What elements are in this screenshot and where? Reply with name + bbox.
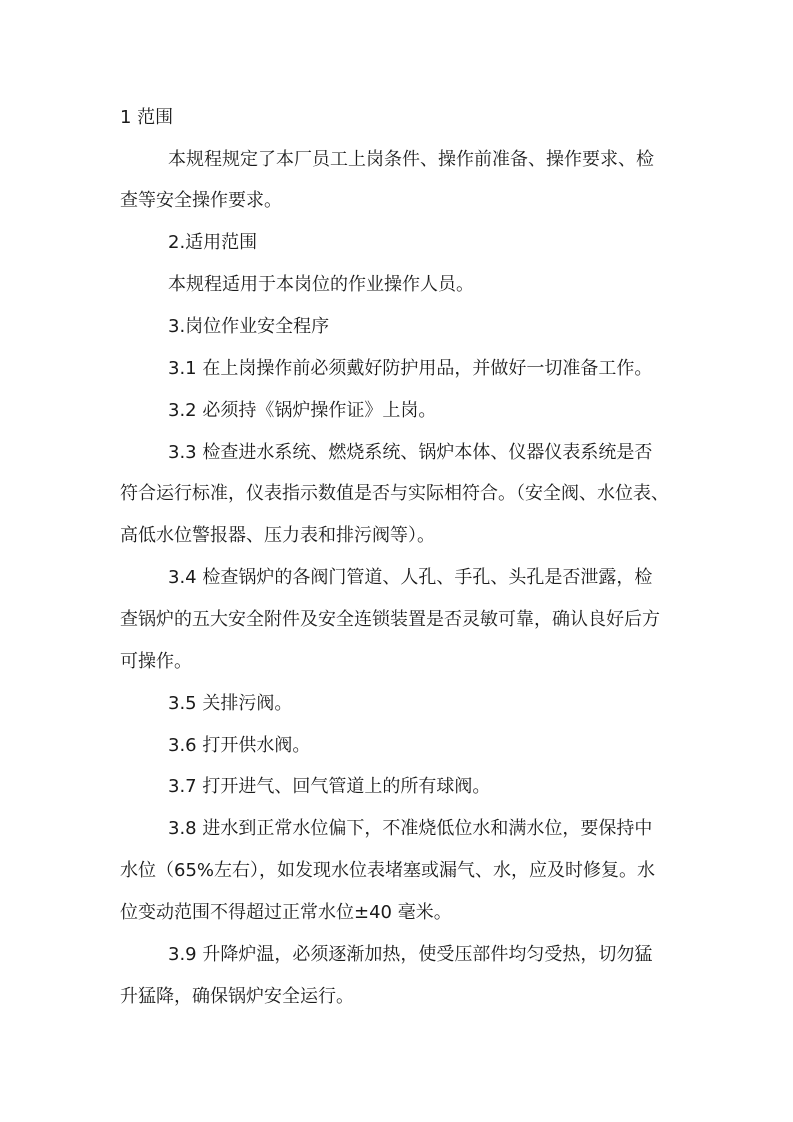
item-3-3-line-3: 高低水位警报器、压力表和排污阀等）。 bbox=[120, 525, 435, 546]
item-3-4-line-3: 可操作。 bbox=[120, 651, 192, 672]
item-3-8-line-3: 位变动范围不得超过正常水位±40 毫米。 bbox=[120, 902, 452, 923]
item-3-1: 3.1 在上岗操作前必须戴好防护用品，并做好一切准备工作。 bbox=[168, 358, 653, 379]
section-2-heading: 2.适用范围 bbox=[168, 232, 258, 253]
item-3-4-line-2: 查锅炉的五大安全附件及安全连锁装置是否灵敏可靠，确认良好后方 bbox=[120, 609, 660, 630]
item-3-5: 3.5 关排污阀。 bbox=[168, 693, 293, 714]
item-3-8-line-2: 水位（65%左右），如发现水位表堵塞或漏气、水，应及时修复。水 bbox=[120, 860, 656, 881]
section-2-paragraph: 本规程适用于本岗位的作业操作人员。 bbox=[168, 274, 474, 295]
item-3-8-line-1: 3.8 进水到正常水位偏下，不准烧低位水和满水位，要保持中 bbox=[168, 818, 653, 839]
section-1-heading: 1 范围 bbox=[120, 107, 174, 128]
item-3-2: 3.2 必须持《锅炉操作证》上岗。 bbox=[168, 400, 437, 421]
item-3-9-line-2: 升猛降，确保锅炉安全运行。 bbox=[120, 986, 354, 1007]
item-3-9-line-1: 3.9 升降炉温，必须逐渐加热，使受压部件均匀受热，切勿猛 bbox=[168, 944, 653, 965]
item-3-3-line-2: 符合运行标准，仪表指示数值是否与实际相符合。（安全阀、水位表、 bbox=[120, 483, 669, 504]
item-3-4-line-1: 3.4 检查锅炉的各阀门管道、人孔、手孔、头孔是否泄露，检 bbox=[168, 567, 653, 588]
item-3-3-line-1: 3.3 检查进水系统、燃烧系统、锅炉本体、仪器仪表系统是否 bbox=[168, 442, 653, 463]
section-3-heading: 3.岗位作业安全程序 bbox=[168, 316, 330, 337]
section-1-paragraph-line-2: 查等安全操作要求。 bbox=[120, 190, 282, 211]
item-3-7: 3.7 打开进气、回气管道上的所有球阀。 bbox=[168, 776, 491, 797]
section-1-paragraph-line-1: 本规程规定了本厂员工上岗条件、操作前准备、操作要求、检 bbox=[168, 149, 654, 170]
item-3-6: 3.6 打开供水阀。 bbox=[168, 735, 311, 756]
